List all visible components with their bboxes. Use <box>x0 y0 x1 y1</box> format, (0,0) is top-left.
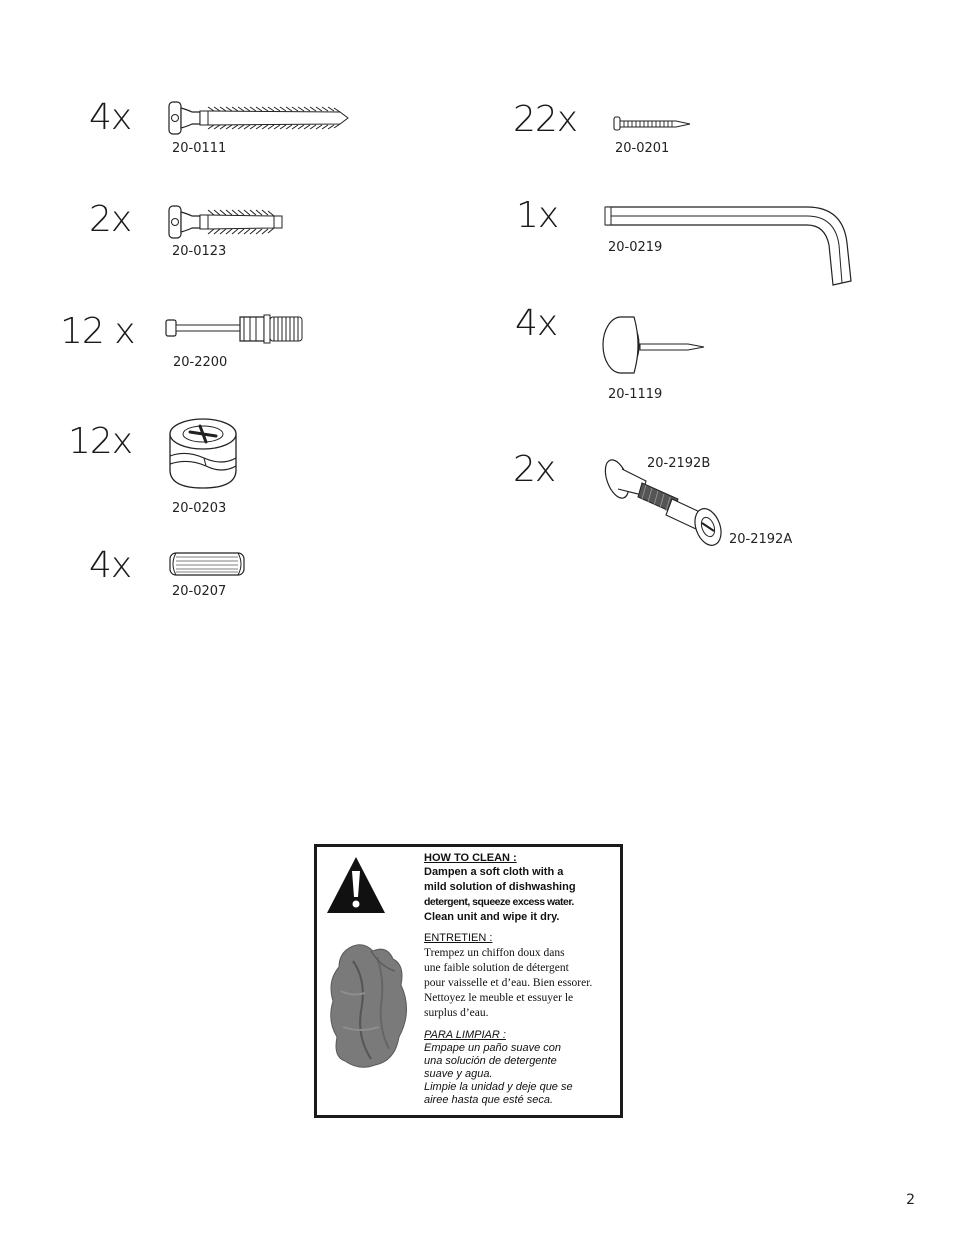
part-code-a: 20-2192A <box>729 532 793 547</box>
part-code: 20-0219 <box>608 240 663 255</box>
warning-triangle-icon <box>325 855 387 921</box>
spanish-heading: PARA LIMPIAR : <box>424 1029 506 1041</box>
part-quantity: 4x <box>515 303 558 344</box>
nail-icon <box>612 114 694 134</box>
part-code: 20-1119 <box>608 387 663 402</box>
connector-bolt-icon <box>164 311 309 347</box>
cam-bolt-short-icon <box>166 202 291 242</box>
page-number: 2 <box>906 1192 915 1208</box>
part-quantity: 2x <box>513 449 556 490</box>
part-quantity: 4x <box>89 545 132 586</box>
cam-bolt-long-icon <box>166 98 356 138</box>
part-quantity: 4x <box>89 97 132 138</box>
french-instructions: Trempez un chiffon doux dans une faible solution de détergent pour vaisselle et d’eau. Bien essorer. Nettoyez le meuble et essuyer le surplus d’eau. <box>424 947 593 1019</box>
cam-lock-icon <box>160 412 246 494</box>
part-quantity: 1x <box>516 195 559 236</box>
wood-dowel-icon <box>168 551 248 579</box>
felt-pad-nail-icon <box>600 313 708 379</box>
part-code: 20-0207 <box>172 584 227 599</box>
cleaning-instructions-box <box>314 844 623 1118</box>
part-code: 20-0111 <box>172 141 227 156</box>
part-code: 20-2200 <box>173 355 228 370</box>
part-quantity: 22x <box>513 99 578 140</box>
part-code: 20-0203 <box>172 501 227 516</box>
cloth-icon <box>323 941 415 1075</box>
part-quantity: 12x <box>68 421 133 462</box>
french-heading: ENTRETIEN : <box>424 932 493 944</box>
english-instructions: Dampen a soft cloth with a mild solution of dishwashing detergent, squeeze excess water. Clean unit and wipe it dry. <box>424 866 576 923</box>
part-quantity: 2x <box>89 199 132 240</box>
part-code: 20-0201 <box>615 141 670 156</box>
part-quantity: 12 x <box>60 311 135 352</box>
spanish-instructions: Empape un paño suave con una solución de detergente suave y agua. Limpie la unidad y deje que se airee hasta que esté seca. <box>424 1042 573 1106</box>
part-code-b: 20-2192B <box>647 456 711 471</box>
part-code: 20-0123 <box>172 244 227 259</box>
english-heading: HOW TO CLEAN : <box>424 852 517 864</box>
